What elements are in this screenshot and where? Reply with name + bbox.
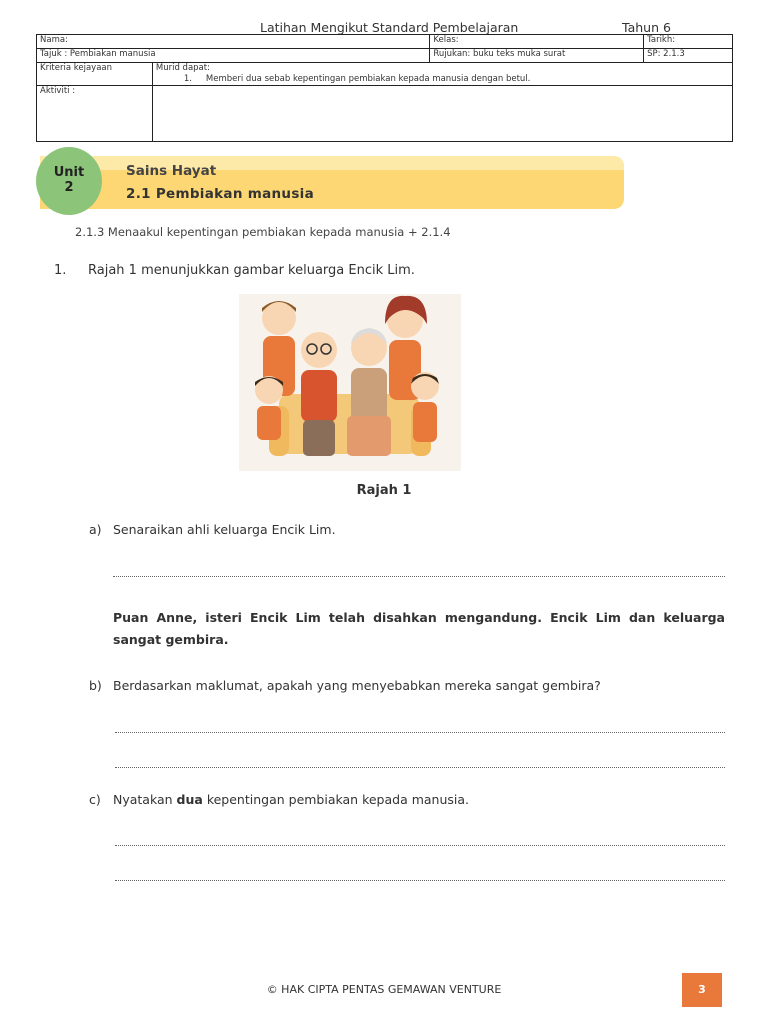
question-1-text: Rajah 1 menunjukkan gambar keluarga Encik Lim.: [88, 263, 415, 278]
year-label: Tahun 6: [622, 20, 671, 35]
page-number-badge: 3: [682, 973, 722, 1007]
tarikh-label: Tarikh:: [647, 35, 676, 45]
info-table: [36, 34, 733, 142]
part-c-text-before: Nyatakan: [113, 792, 177, 807]
rujukan-text: Rujukan: buku teks muka surat: [433, 49, 566, 59]
answer-line-a1[interactable]: [113, 576, 725, 577]
unit-label: Unit: [53, 165, 85, 180]
part-b: [89, 678, 601, 693]
aktiviti-content-cell[interactable]: [152, 86, 732, 142]
answer-line-c1[interactable]: [115, 845, 725, 846]
kriteria-label: Kriteria kejayaan: [40, 63, 113, 73]
kriteria-item-number: 1.: [183, 74, 192, 84]
tajuk-cell: [37, 49, 430, 63]
part-c-label: c): [89, 792, 101, 807]
answer-line-c2[interactable]: [115, 880, 725, 881]
banner-subtopic: 2.1 Pembiakan manusia: [126, 186, 315, 202]
kelas-label: Kelas:: [433, 35, 459, 45]
part-b-label: b): [89, 678, 102, 693]
family-illustration: [239, 294, 461, 471]
nama-cell[interactable]: [37, 35, 430, 49]
answer-line-b2[interactable]: [115, 767, 725, 768]
copyright-footer: © HAK CIPTA PENTAS GEMAWAN VENTURE: [266, 983, 502, 996]
family-image: [239, 294, 461, 471]
part-c: [89, 792, 469, 807]
kriteria-item: [156, 74, 729, 85]
tarikh-cell[interactable]: [644, 35, 733, 49]
sp-cell: [644, 49, 733, 63]
tajuk-text: Tajuk : Pembiakan manusia: [40, 49, 156, 59]
kriteria-content-cell: [152, 63, 732, 86]
kelas-cell[interactable]: [430, 35, 644, 49]
aktiviti-label: Aktiviti :: [40, 86, 76, 96]
rujukan-cell: [430, 49, 644, 63]
unit-badge: [36, 147, 102, 215]
learning-standard: 2.1.3 Menaakul kepentingan pembiakan kepada manusia + 2.1.4: [75, 225, 451, 239]
aktiviti-label-cell: [37, 86, 153, 142]
part-c-text-after: kepentingan pembiakan kepada manusia.: [202, 792, 470, 807]
sp-text: SP: 2.1.3: [647, 49, 685, 59]
kriteria-label-cell: [37, 63, 153, 86]
banner-topic: Sains Hayat: [126, 163, 217, 179]
answer-line-b1[interactable]: [115, 732, 725, 733]
part-b-text: Berdasarkan maklumat, apakah yang menyebabkan mereka sangat gembira?: [113, 678, 601, 693]
kriteria-item-text: Memberi dua sebab kepentingan pembiakan kepada manusia dengan betul.: [205, 74, 531, 84]
part-a: [89, 522, 336, 537]
question-1: [54, 263, 415, 278]
part-c-text-bold: dua: [176, 792, 203, 807]
part-a-label: a): [89, 522, 102, 537]
figure-caption: Rajah 1: [356, 483, 412, 498]
murid-dapat-text: Murid dapat:: [155, 63, 210, 73]
question-1-number: 1.: [54, 263, 67, 278]
info-paragraph: Puan Anne, isteri Encik Lim telah disahkan mengandung. Encik Lim dan keluarga sangat gembira.: [113, 610, 725, 647]
part-a-text: Senaraikan ahli keluarga Encik Lim.: [113, 522, 336, 537]
worksheet-title: Latihan Mengikut Standard Pembelajaran: [260, 20, 519, 35]
unit-number: 2: [64, 180, 74, 195]
nama-label: Nama:: [40, 35, 68, 45]
